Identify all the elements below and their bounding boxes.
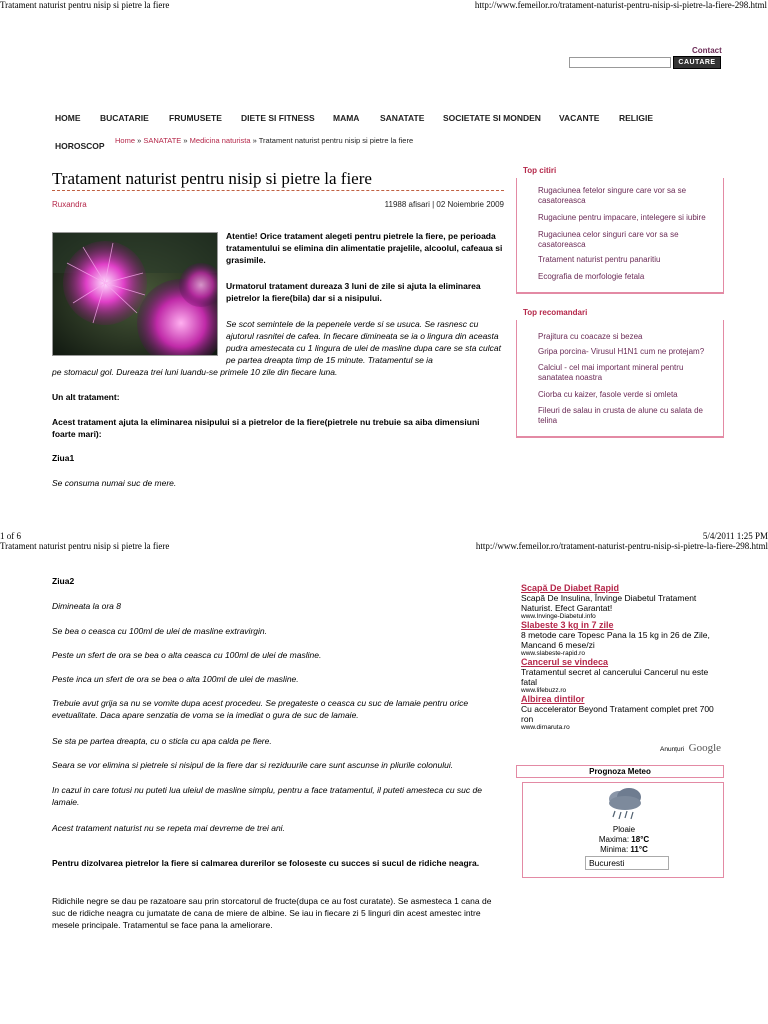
print-footer-date: 5/4/2011 1:25 PM [702, 531, 768, 541]
nav-horoscop-wrap [55, 136, 105, 154]
city-select[interactable]: Bucuresti [585, 856, 669, 870]
meteo-max-value: 18°C [631, 835, 650, 844]
breadcrumb [115, 136, 413, 145]
ad-text: Scapă De Insulina, Învinge Diabetul Tratament Naturist. Efect Garantat! [521, 593, 697, 613]
ad-url[interactable]: www.slabeste-rapid.ro [521, 650, 585, 657]
nav-home[interactable]: HOME [55, 113, 81, 123]
meteo-header [516, 765, 724, 778]
nav-horoscop[interactable]: HOROSCOP [55, 141, 105, 151]
article-paragraph: Peste un sfert de ora se bea o alta ceasca cu 100ml de ulei de masline. [52, 650, 322, 660]
ad-text: Cu accelerator Beyond Tratament complet pret 700 ron [521, 704, 714, 724]
nav-vacante[interactable]: VACANTE [559, 113, 600, 123]
main-nav [0, 113, 768, 125]
top-citiri-item[interactable]: Rugaciunea fetelor singure care vor sa se casatoreasca [538, 186, 687, 205]
top-recomandari-item[interactable]: Gripa porcina- Virusul H1N1 cum ne protejam? [538, 347, 705, 356]
breadcrumb-medicina-naturista[interactable]: Medicina naturista [189, 136, 251, 145]
nav-societate-si-monden[interactable]: SOCIETATE SI MONDEN [443, 113, 541, 123]
top-citiri-item[interactable]: Tratament naturist pentru panaritiu [538, 255, 661, 264]
article-paragraph: Acest tratament ajuta la eliminarea nisipului si a pietrelor de la fiere(pietrele nu trebuie sa aiba dimensiuni foarte mari): [52, 417, 480, 439]
breadcrumb-separator: » [183, 136, 188, 145]
article-paragraph: Se sta pe partea dreapta, cu o sticla cu apa calda pe fiere. [52, 736, 272, 746]
article-meta: 11988 afisari | 02 Noiembrie 2009 [384, 200, 504, 209]
ads-credit[interactable] [660, 738, 721, 756]
search-button[interactable]: CAUTARE [673, 56, 721, 69]
ads-block [521, 583, 721, 731]
ad-item [521, 620, 721, 657]
meteo-min-label: Minima: [600, 845, 629, 854]
article-subheading: Ziua2 [52, 576, 75, 586]
print-footer-page: 1 of 6 [0, 531, 21, 541]
ad-item [521, 657, 721, 694]
breadcrumb-current: Tratament naturist pentru nisip si pietre la fiere [258, 136, 414, 145]
article-paragraph: Ridichile negre se dau pe razatoare sau prin storcatorul de fructe(dupa ce au fost curatate). Se asmesteca 1 cana de suc de ridiche neagra cu jumatate de cana de miere de albine. Se iau in fiecare zi 5 linguri din acest amestec intre mesele principale. Tratamentul se face pana la ameliorare. [52, 896, 492, 930]
article-paragraph: Se bea o ceasca cu 100ml de ulei de masline extravirgin. [52, 626, 267, 636]
page-title: Tratament naturist pentru nisip si pietre la fiere [52, 169, 372, 188]
nav-sanatate[interactable]: SANATATE [380, 113, 425, 123]
print-header-url: http://www.femeilor.ro/tratament-naturist-pentru-nisip-si-pietre-la-fiere-298.html [475, 541, 768, 551]
article-subheading: Ziua1 [52, 453, 75, 463]
breadcrumb-separator: » [137, 136, 142, 145]
print-header-url: http://www.femeilor.ro/tratament-naturist-pentru-nisip-si-pietre-la-fiere-298.html [474, 0, 767, 10]
author-link[interactable]: Ruxandra [52, 200, 87, 209]
meteo-title: Prognoza Meteo [589, 767, 651, 776]
breadcrumb-home[interactable]: Home [115, 136, 136, 145]
ad-url[interactable]: www.Invinge-Diabetul.info [521, 613, 596, 620]
meteo-min-value: 11°C [630, 845, 648, 854]
top-citiri-box [516, 178, 724, 294]
article-paragraph: Urmatorul tratament dureaza 3 luni de zile si ajuta la eliminarea pietrelor la fiere(bila) dar si a nisipului. [226, 281, 481, 303]
top-citiri-title: Top citiri [523, 166, 557, 175]
print-header-title: Tratament naturist pentru nisip si pietre la fiere [0, 541, 170, 551]
top-citiri-item[interactable]: Ecografia de morfologie fetala [538, 272, 645, 281]
nav-frumusete[interactable]: FRUMUSETE [169, 113, 222, 123]
print-header-title: Tratament naturist pentru nisip si pietre la fiere [0, 0, 170, 10]
meteo-condition: Ploaie [612, 825, 636, 834]
search-input[interactable] [569, 57, 671, 68]
ad-text: 8 metode care Topesc Pana la 15 kg in 26 de Zile, Mancand 6 mese/zi [521, 630, 710, 650]
ad-title[interactable]: Scapă De Diabet Rapid [521, 583, 620, 593]
nav-diete-si-fitness[interactable]: DIETE SI FITNESS [241, 113, 315, 123]
article-paragraph: In cazul in care totusi nu puteti lua uleiul de masline simplu, pentru a face tratamentul, il puteti amesteca cu suc de lamaie. [52, 785, 482, 807]
meteo-box [522, 782, 724, 878]
article-paragraph: Se scot semintele de la pepenele verde si se usuca. Se rasnesc cu ajutorul rasnitei de cafea. In fiecare dimineata se ia o lingura din aceasta pudra amestecata cu 1 lingura de ulei de masline dupa care se sta culcat pe partea dreapta timp de 15 minute. Tratamentul se ia [226, 319, 501, 365]
ad-item [521, 694, 721, 731]
ad-title[interactable]: Cancerul se vindeca [521, 657, 609, 667]
article-paragraph: Atentie! Orice tratament alegeti pentru pietrele la fiere, pe perioada tratamentului se elimina din alimentatie prajelile, alcoolul, cafeaua si grasimile. [226, 231, 503, 265]
top-recomandari-item[interactable]: Ciorba cu kaizer, fasole verde si omleta [538, 390, 678, 399]
top-recomandari-title: Top recomandari [523, 308, 588, 317]
title-divider [52, 190, 504, 191]
meteo-min [523, 845, 725, 855]
breadcrumb-sanatate[interactable]: SANATATE [143, 136, 182, 145]
nav-mama[interactable]: MAMA [333, 113, 360, 123]
google-logo: Google [688, 742, 722, 754]
nav-bucatarie[interactable]: BUCATARIE [100, 113, 149, 123]
ad-url[interactable]: www.lifebuzz.ro [521, 687, 567, 694]
article-subheading: Un alt tratament: [52, 392, 120, 402]
top-recomandari-item[interactable]: Fileuri de salau in crusta de alune cu salata de telina [538, 406, 703, 425]
article-paragraph: Peste inca un sfert de ora se bea o alta 100ml de ulei de masline. [52, 674, 299, 684]
ad-url[interactable]: www.dirnaruta.ro [521, 724, 570, 731]
ad-title[interactable]: Slabeste 3 kg in 7 zile [521, 620, 614, 630]
meteo-max-label: Maxima: [598, 835, 630, 844]
ad-text: Tratamentul secret al cancerului Cancerul nu este fatal [521, 667, 709, 687]
article-paragraph: Se consuma numai suc de mere. [52, 478, 177, 488]
breadcrumb-separator: » [252, 136, 257, 145]
ad-item [521, 583, 721, 620]
ad-title[interactable]: Albirea dintilor [521, 694, 585, 704]
meteo-max [523, 835, 725, 845]
article-image [52, 232, 218, 356]
top-citiri-item[interactable]: Rugaciune pentru impacare, intelegere si iubire [538, 213, 706, 222]
top-recomandari-item[interactable]: Calciul - cel mai important mineral pentru sanatatea noastra [538, 363, 684, 382]
article-paragraph: Acest tratament naturist nu se repeta mai devreme de trei ani. [52, 823, 285, 833]
contact-link[interactable]: Contact [692, 46, 722, 55]
article-paragraph: Dimineata la ora 8 [52, 601, 121, 611]
rain-cloud-icon [605, 787, 645, 823]
top-recomandari-box [516, 320, 724, 438]
nav-religie[interactable]: RELIGIE [619, 113, 654, 123]
ads-credit-prefix: Anunțuri [660, 746, 685, 753]
article-paragraph: Trebuie avut grija sa nu se vomite dupa acest procedeu. Se pregateste o ceasca cu suc de lamaie pentru orice evetualitate. Daca apare senzatia de voma se ia imediat o gura de suc de lamaie. [52, 698, 469, 720]
top-recomandari-item[interactable]: Prajitura cu coacaze si bezea [538, 332, 643, 341]
article-paragraph: pe stomacul gol. Dureaza trei luni luandu-se primele 10 zile din fiecare luna. [52, 367, 338, 377]
article-paragraph: Pentru dizolvarea pietrelor la fiere si calmarea durerilor se foloseste cu succes si sucul de ridiche neagra. [52, 858, 480, 868]
article-paragraph: Seara se vor elimina si pietrele si nisipul de la fiere dar si reziduurile care sunt ascunse in pliurile colonului. [52, 760, 454, 770]
flower-image [53, 233, 218, 356]
top-citiri-item[interactable]: Rugaciunea celor singuri care vor sa se casatoreasca [538, 230, 679, 249]
